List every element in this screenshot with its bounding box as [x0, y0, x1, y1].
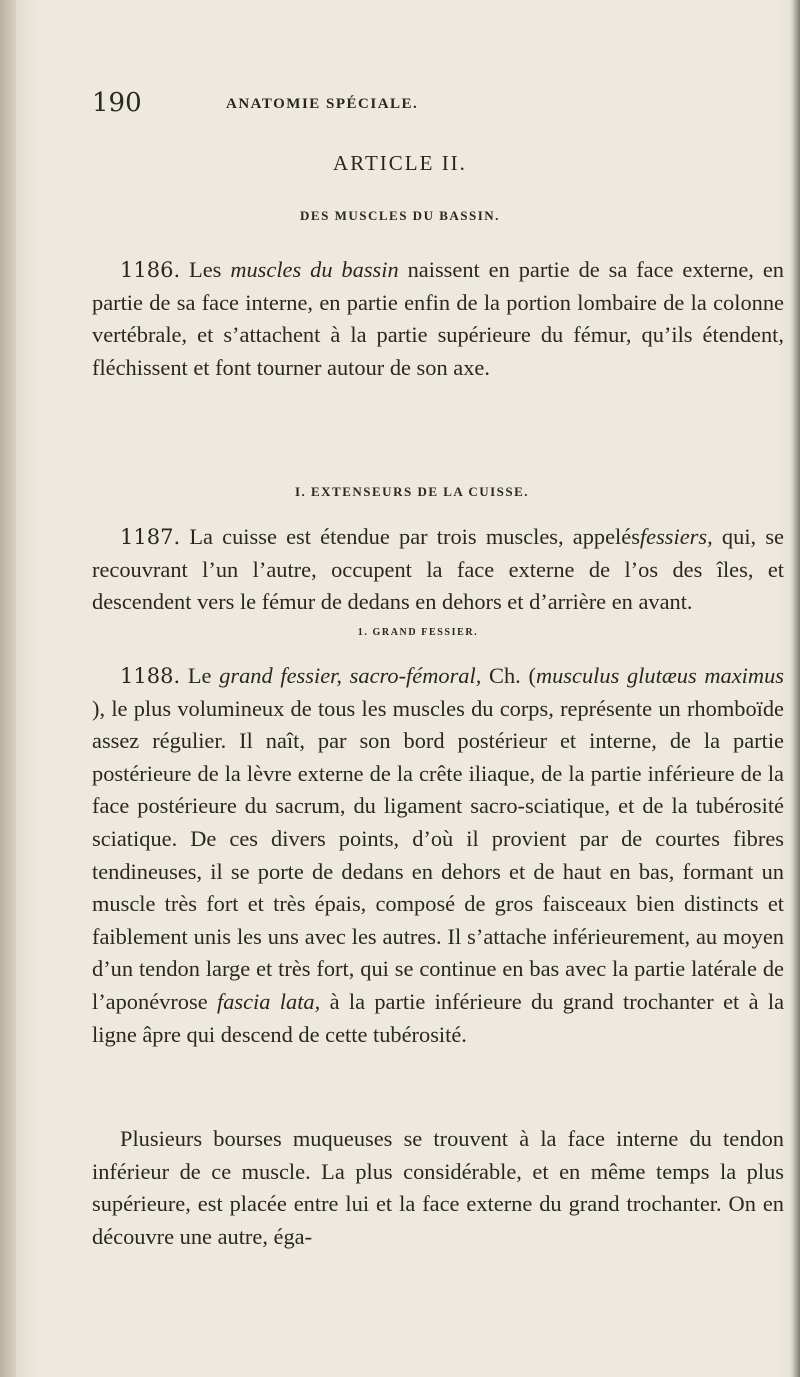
- paragraph-number: 1188.: [120, 664, 181, 688]
- paragraph-number: 1187.: [120, 525, 181, 549]
- paragraph-text: La cuisse est étendue par trois muscles, appelés: [189, 524, 640, 549]
- paragraph-term: fessiers,: [639, 524, 713, 549]
- paragraph-1187: [92, 521, 784, 619]
- running-head: [92, 88, 732, 128]
- paragraph-text: qui, se recouvrant l’un l’autre, occupent la face externe de l’os des îles, et descendent vers le fémur de dedans en dehors et d’arrière en avant.: [92, 524, 784, 615]
- latin-name: musculus glutæus maximus: [535, 663, 784, 688]
- section-title: DES MUSCLES DU BASSIN.: [300, 208, 500, 223]
- paragraph-1186: [92, 254, 784, 384]
- page-edge: [792, 0, 800, 1377]
- binding-shadow: [0, 0, 16, 1377]
- page-number: 190: [92, 88, 142, 118]
- paragraph-text: à la partie inférieure du grand trochanter et à la ligne âpre qui descend de cette tubérosité.: [92, 988, 785, 1047]
- article-title: ARTICLE II.: [333, 151, 467, 175]
- subsection-title: I. EXTENSEURS DE LA CUISSE.: [294, 484, 530, 499]
- paragraph-term: fascia lata,: [216, 988, 321, 1014]
- paragraph-term: grand fessier, sacro-fémoral,: [219, 663, 482, 688]
- author-abbreviation: Ch. (: [489, 663, 536, 688]
- paragraph-text: naissent en partie de sa face externe, en partie de sa face interne, en partie enfin de la portion lombaire de la colonne vertébrale, et s’attachent à la partie supérieure du fémur, qu’ils étendent, fléchissent et font tourner autour de son axe.: [92, 257, 784, 380]
- paragraph-lead: Les: [189, 257, 222, 282]
- paragraph-1188: [92, 660, 784, 1051]
- paragraph-lead: Le: [187, 663, 212, 688]
- running-title: ANATOMIE SPÉCIALE.: [226, 96, 419, 112]
- subsubsection-title: 1. GRAND FESSIER.: [357, 627, 479, 638]
- paragraph-bourses: [92, 1123, 784, 1253]
- paragraph-number: 1186.: [120, 258, 181, 282]
- paragraph-term: muscles du bassin: [230, 257, 399, 282]
- paragraph-text: Plusieurs bourses muqueuses se trouvent à la face interne du tendon inférieur de ce muscle. La plus considérable, et en même temps la plus supérieure, est placée entre lui et la face externe du grand trochanter. On en découvre une autre, éga-: [92, 1126, 784, 1249]
- paragraph-text: ), le plus volumineux de tous les muscles du corps, représente un rhomboïde assez régulier. Il naît, par son bord postérieur et interne, de la partie postérieure de la lèvre externe de la crête iliaque, de la partie inférieure de la face postérieure du sacrum, du ligament sacro-sciatique, et de la tubérosité sciatique. De ces divers points, d’où il provient par de courtes fibres tendineuses, il se porte de dedans en dehors et de haut en bas, formant un muscle très fort et très épais, composé de gros faisceaux bien distincts et faiblement unis les uns avec les autres. Il s’attache inférieurement, au moyen d’un tendon large et très fort, qui se continue en bas avec la partie latérale de l’aponévrose: [92, 695, 784, 1014]
